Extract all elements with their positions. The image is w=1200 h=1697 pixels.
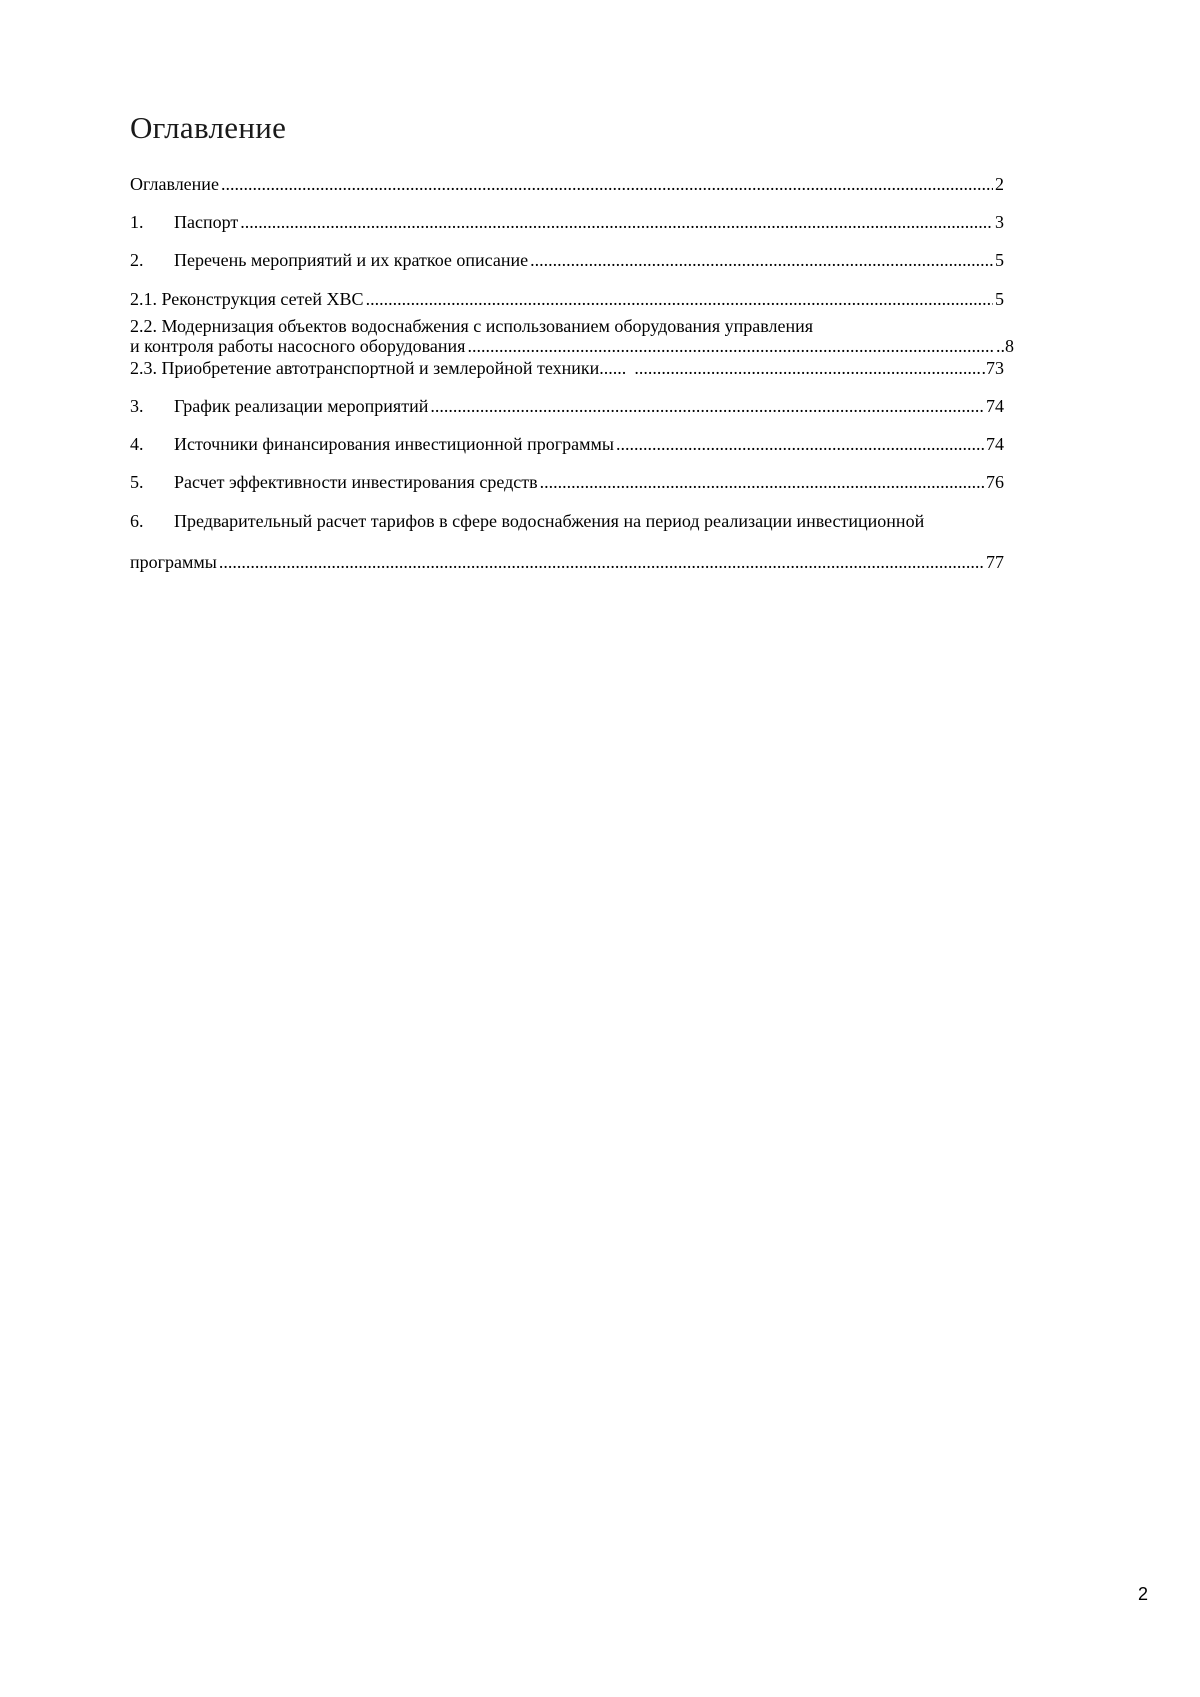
toc-entry-number: 1. [130, 212, 144, 232]
page-title: Оглавление [130, 110, 287, 145]
dot-leader [467, 336, 994, 356]
toc-entry-number: 2. [130, 250, 144, 270]
toc-entry-tariffs-line1[interactable] [130, 511, 1070, 531]
toc-entry-label: 2.1. Реконструкция сетей ХВС [130, 289, 364, 309]
dot-leader [530, 250, 993, 270]
toc-entry-label: Расчет эффективности инвестирования средств [174, 472, 538, 492]
toc-entry-label: программы [130, 552, 217, 572]
toc-entry-number: 4. [130, 434, 144, 454]
dot-leader [540, 472, 984, 492]
toc-entry-label: Источники финансирования инвестиционной программы [174, 434, 614, 454]
toc-entry-reconstruction[interactable] [130, 289, 1004, 309]
toc-entry-page: 77 [986, 552, 1004, 572]
page-number: 2 [1138, 1584, 1149, 1604]
toc-entry-page: 3 [995, 212, 1004, 232]
toc-entry-page: 2 [995, 174, 1004, 194]
toc-entry-page: .73 [981, 358, 1004, 378]
toc-entry-label: Паспорт [174, 212, 239, 232]
toc-entry-modernization[interactable] [130, 336, 1014, 356]
toc-entry-tariffs[interactable] [130, 552, 1004, 572]
toc-entry-measures[interactable] [130, 250, 1004, 270]
toc-entry-modernization-line1[interactable]: 2.2. Модернизация объектов водоснабжения с использованием оборудования управления [130, 316, 813, 336]
toc-entry-page: 5 [995, 289, 1004, 309]
toc-entry-number: 6. [130, 511, 144, 531]
toc-entry-page: 74 [986, 396, 1004, 416]
dot-leader [634, 358, 979, 378]
dot-leader [430, 396, 984, 416]
toc-entry-page: 76 [986, 472, 1004, 492]
dot-leader [221, 174, 993, 194]
toc-entry-label: График реализации мероприятий [174, 396, 429, 416]
toc-entry-page: 74 [986, 434, 1004, 454]
toc-entry-number: 3. [130, 396, 144, 416]
dot-leader [366, 289, 993, 309]
toc-entry-number: 5. [130, 472, 144, 492]
toc-entry-page: 5 [995, 250, 1004, 270]
dot-leader [240, 212, 993, 232]
toc-entry-label: Оглавление [130, 174, 219, 194]
toc-entry-passport[interactable] [130, 212, 1004, 232]
toc-entry-financing[interactable] [130, 434, 1004, 454]
toc-entry-label: Перечень мероприятий и их краткое описание [174, 250, 529, 270]
toc-entry-contents[interactable] [130, 174, 1004, 194]
toc-entry-label: и контроля работы насосного оборудования [130, 336, 466, 356]
toc-entry-vehicles[interactable] [130, 358, 1004, 378]
toc-entry-page: ..8 [996, 336, 1014, 356]
toc-entry-efficiency[interactable] [130, 472, 1004, 492]
dot-leader [616, 434, 984, 454]
toc-entry-schedule[interactable] [130, 396, 1004, 416]
toc-entry-label-line1: Предварительный расчет тарифов в сфере водоснабжения на период реализации инвестиционной [174, 511, 925, 531]
toc-entry-label: 2.3. Приобретение автотранспортной и землеройной техники...... [130, 358, 627, 378]
dot-leader [219, 552, 984, 572]
